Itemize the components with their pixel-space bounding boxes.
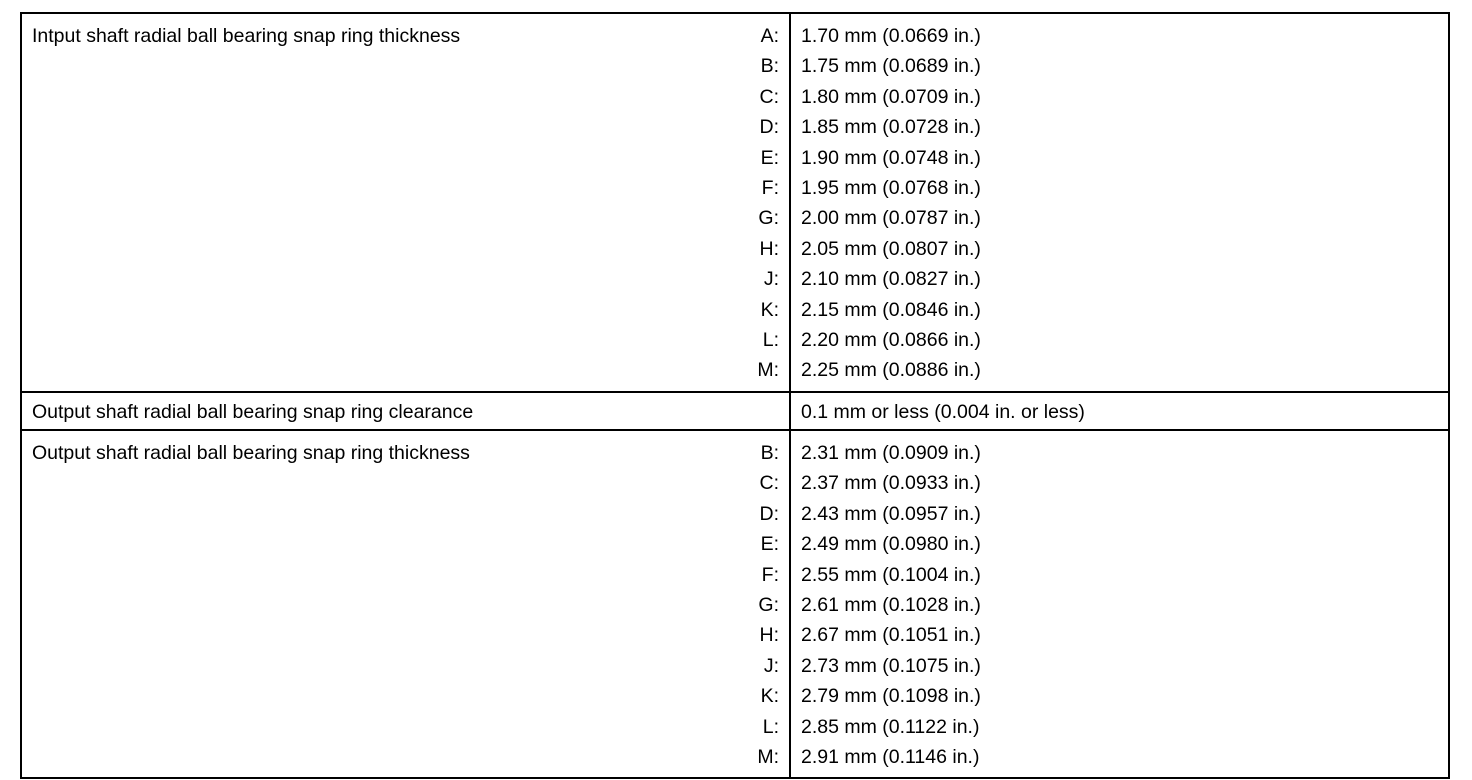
spec-value: 2.55 mm (0.1004 in.) — [801, 563, 981, 586]
spec-value: 1.90 mm (0.0748 in.) — [801, 146, 981, 169]
size-code: B: — [760, 55, 779, 78]
spec-label-cell — [22, 393, 791, 429]
spec-value: 2.91 mm (0.1146 in.) — [801, 745, 980, 768]
size-code: L: — [762, 329, 779, 352]
size-code: F: — [761, 177, 779, 200]
spec-value: 2.00 mm (0.0787 in.) — [801, 207, 981, 230]
spec-value: 2.25 mm (0.0886 in.) — [801, 359, 981, 382]
spec-label-cell — [22, 14, 791, 391]
spec-name: Output shaft radial ball bearing snap ring clearance — [32, 400, 474, 423]
size-code: G: — [758, 593, 779, 616]
spec-value-cell — [791, 14, 1448, 391]
size-code: K: — [760, 685, 779, 708]
spec-row-input-shaft-thickness — [22, 14, 1448, 391]
size-code: D: — [759, 502, 779, 525]
size-code: B: — [760, 441, 779, 464]
size-code: D: — [759, 116, 779, 139]
spec-value: 2.67 mm (0.1051 in.) — [801, 624, 981, 647]
size-code: H: — [759, 237, 779, 260]
size-code: J: — [763, 268, 779, 291]
size-code: A: — [760, 25, 779, 47]
size-code: J: — [763, 654, 779, 677]
spec-name: Output shaft radial ball bearing snap ring thickness — [32, 441, 470, 464]
spec-value: 2.15 mm (0.0846 in.) — [801, 298, 981, 321]
size-code: L: — [762, 715, 779, 738]
spec-value: 1.80 mm (0.0709 in.) — [801, 85, 981, 108]
spec-row-output-shaft-clearance — [22, 391, 1448, 429]
spec-value: 0.1 mm or less (0.004 in. or less) — [801, 400, 1085, 423]
spec-value: 2.73 mm (0.1075 in.) — [801, 654, 981, 677]
spec-name: Intput shaft radial ball bearing snap ring thickness — [32, 25, 461, 47]
spec-value-cell — [791, 393, 1448, 429]
size-code: C: — [759, 85, 779, 108]
spec-value: 1.75 mm (0.0689 in.) — [801, 55, 981, 78]
spec-value: 2.10 mm (0.0827 in.) — [801, 268, 981, 291]
size-code: M: — [757, 745, 779, 768]
spec-value: 2.37 mm (0.0933 in.) — [801, 472, 981, 495]
spec-value: 2.85 mm (0.1122 in.) — [801, 715, 980, 738]
size-code: H: — [759, 624, 779, 647]
spec-label-cell — [22, 431, 791, 777]
spec-table — [20, 12, 1450, 779]
spec-value: 2.61 mm (0.1028 in.) — [801, 593, 981, 616]
size-code: E: — [760, 146, 779, 169]
spec-value: 2.49 mm (0.0980 in.) — [801, 533, 981, 556]
size-code: G: — [758, 207, 779, 230]
code-column — [757, 438, 779, 772]
size-code: E: — [760, 533, 779, 556]
size-code: M: — [757, 359, 779, 382]
spec-row-output-shaft-thickness — [22, 429, 1448, 777]
spec-value: 1.85 mm (0.0728 in.) — [801, 116, 981, 139]
spec-value: 2.31 mm (0.0909 in.) — [801, 441, 981, 464]
code-column — [757, 21, 779, 386]
spec-value: 2.43 mm (0.0957 in.) — [801, 502, 981, 525]
spec-value: 2.05 mm (0.0807 in.) — [801, 237, 981, 260]
spec-value-cell — [791, 431, 1448, 777]
spec-value: 1.95 mm (0.0768 in.) — [801, 177, 981, 200]
size-code: C: — [759, 472, 779, 495]
spec-value: 2.20 mm (0.0866 in.) — [801, 329, 981, 352]
spec-value: 2.79 mm (0.1098 in.) — [801, 685, 981, 708]
size-code: F: — [761, 563, 779, 586]
size-code: K: — [760, 298, 779, 321]
spec-value: 1.70 mm (0.0669 in.) — [801, 25, 981, 47]
